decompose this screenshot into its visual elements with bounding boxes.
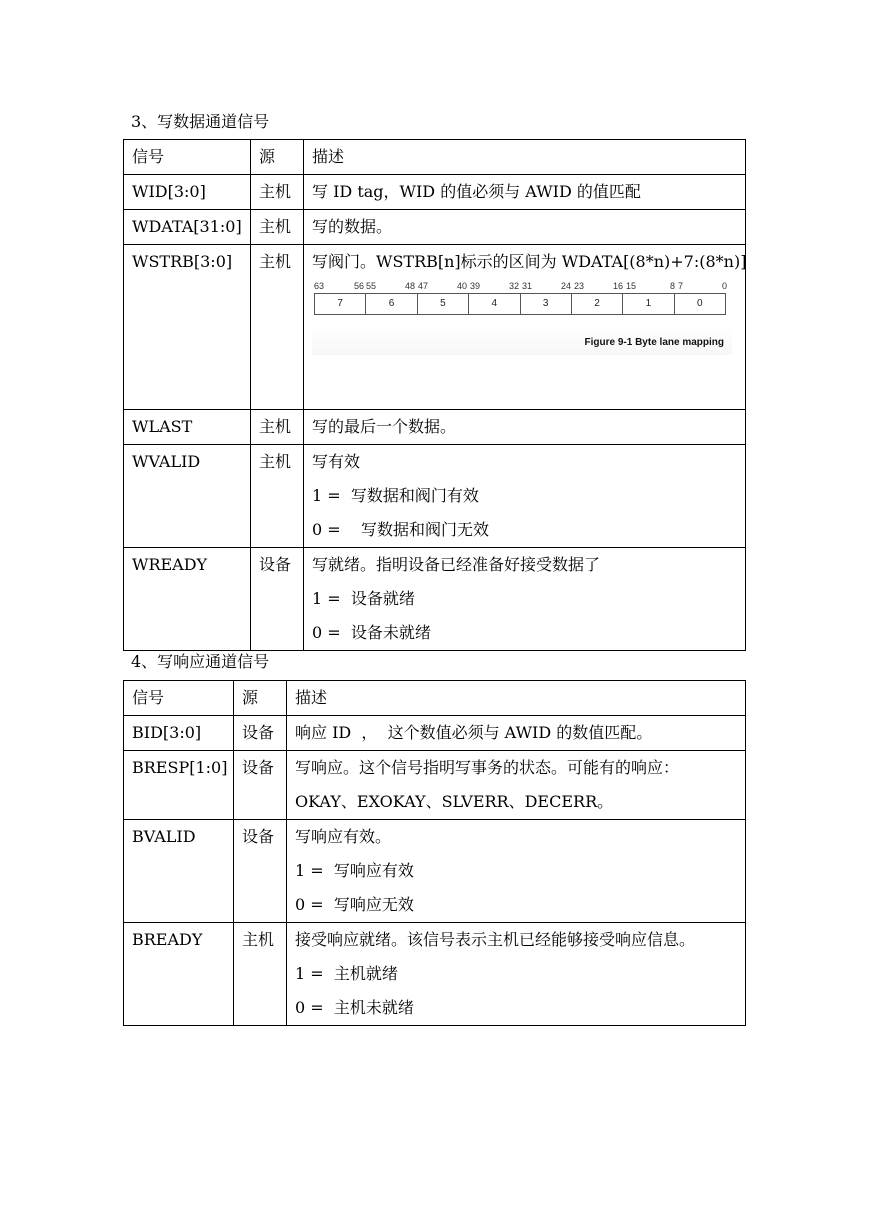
header-description: 描述: [295, 688, 328, 707]
signal-description-line: 1 = 设备就绪: [312, 589, 415, 608]
table-header-row: [124, 681, 746, 716]
byte-lane: 3: [521, 294, 572, 314]
bit-label: 7: [678, 281, 684, 291]
byte-lane: 5: [418, 294, 469, 314]
header-source: 源: [242, 688, 259, 707]
signal-name: BREADY: [132, 930, 203, 949]
signal-description-line: 1 = 写响应有效: [295, 861, 414, 880]
byte-lane: 7: [315, 294, 366, 314]
signal-name: WDATA[31:0]: [132, 217, 242, 236]
bit-label: 16: [613, 281, 624, 291]
signal-description: 写阀门。WSTRB[n]标示的区间为 WDATA[(8*n)+7:(8*n)]: [312, 252, 747, 271]
signal-source: 设备: [259, 555, 292, 574]
header-signal: 信号: [132, 147, 165, 166]
table-row: [124, 820, 746, 923]
byte-lane-box: [314, 293, 726, 315]
signal-name: BVALID: [132, 827, 196, 846]
byte-lane: 0: [697, 298, 703, 309]
signal-description-line: 1 = 主机就绪: [295, 964, 398, 983]
signal-source: 主机: [259, 417, 292, 436]
section4-heading: 4、写响应通道信号: [131, 652, 270, 671]
signal-description: 写的数据。: [312, 217, 393, 236]
signal-source: 主机: [259, 452, 292, 471]
signal-name: WVALID: [132, 452, 201, 471]
signal-description: 写响应。这个信号指明写事务的状态。可能有的响应：: [295, 758, 680, 777]
table-row: [124, 751, 746, 820]
section3-heading: 3、写数据通道信号: [131, 112, 270, 131]
byte-lane: 4: [469, 294, 520, 314]
bit-label: 8: [670, 281, 676, 291]
signal-name: WSTRB[3:0]: [132, 252, 233, 271]
byte-lane-figure: [312, 281, 732, 355]
bit-label: 55: [366, 281, 377, 291]
header-source: 源: [259, 147, 276, 166]
signal-source: 设备: [242, 758, 275, 777]
signal-source: 设备: [242, 827, 275, 846]
signal-description: 写就绪。指明设备已经准备好接受数据了: [312, 555, 601, 574]
byte-lane: 2: [572, 294, 623, 314]
bit-label: 24: [561, 281, 572, 291]
signal-description-line: OKAY、EXOKAY、SLVERR、DECERR。: [295, 792, 614, 811]
bit-label: 47: [418, 281, 429, 291]
bit-label: 56: [354, 281, 365, 291]
table-row: [124, 548, 746, 651]
table-row: [124, 210, 746, 245]
signal-description-line: 0 = 写响应无效: [295, 895, 414, 914]
signal-description-line: 1 = 写数据和阀门有效: [312, 486, 479, 505]
signal-description: 写有效: [312, 452, 361, 471]
signal-source: 主机: [259, 217, 292, 236]
signal-name: BRESP[1:0]: [132, 758, 228, 777]
bit-label: 15: [626, 281, 637, 291]
signal-description-line: 0 = 主机未就绪: [295, 998, 414, 1017]
bit-label: 0: [722, 281, 728, 291]
byte-lane: 1: [623, 294, 674, 314]
table-row: [124, 445, 746, 548]
bit-label: 23: [574, 281, 585, 291]
signal-source: 主机: [259, 182, 292, 201]
signal-description: 写 ID tag，WID 的值必须与 AWID 的值匹配: [312, 182, 641, 201]
signal-source: 主机: [242, 930, 275, 949]
bit-label: 31: [522, 281, 533, 291]
signal-description: 写响应有效。: [295, 827, 392, 846]
signal-name: WREADY: [132, 555, 208, 574]
bit-label: 39: [470, 281, 481, 291]
signal-description: 接受响应就绪。该信号表示主机已经能够接受响应信息。: [295, 930, 696, 949]
signal-source: 主机: [259, 252, 292, 271]
signal-name: WLAST: [132, 417, 193, 436]
table-row: [124, 245, 746, 410]
table-row: [124, 410, 746, 445]
bit-label: 40: [457, 281, 468, 291]
signal-name: BID[3:0]: [132, 723, 202, 742]
signal-description-line: 0 = 设备未就绪: [312, 623, 431, 642]
signal-description: 写的最后一个数据。: [312, 417, 457, 436]
signal-description-line: 0 = 写数据和阀门无效: [312, 520, 490, 539]
bit-label: 48: [405, 281, 416, 291]
bit-label: 32: [509, 281, 520, 291]
table-row: [124, 175, 746, 210]
table-row: [124, 716, 746, 751]
write-data-channel-table: [123, 139, 746, 651]
signal-name: WID[3:0]: [132, 182, 206, 201]
header-description: 描述: [312, 147, 345, 166]
write-response-channel-table: [123, 680, 746, 1026]
table-row: [124, 923, 746, 1026]
bit-label: 63: [314, 281, 325, 291]
table-header-row: [124, 140, 746, 175]
signal-description: 响应 ID ， 这个数值必须与 AWID 的数值匹配。: [295, 723, 653, 742]
header-signal: 信号: [132, 688, 165, 707]
signal-source: 设备: [242, 723, 275, 742]
byte-lane: 6: [366, 294, 417, 314]
figure-caption: Figure 9-1 Byte lane mapping: [584, 337, 724, 348]
